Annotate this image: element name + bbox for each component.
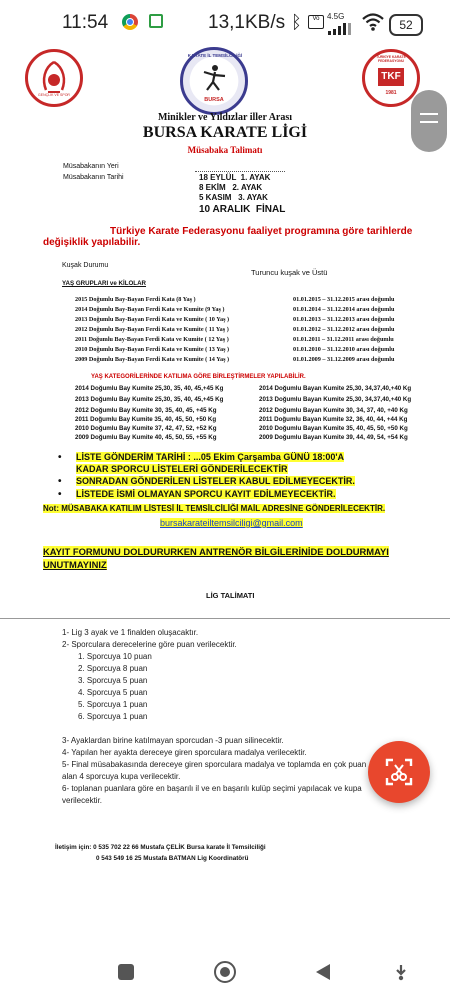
date-label: Müsabakanın Tarihi [63, 174, 124, 181]
weight-row-right: 2011 Doğumlu Bayan Kumite 32, 36, 40, 44, +44 Kg [259, 416, 408, 423]
age-row-left: 2009 Doğumlu Bay-Bayan Ferdi Kata ve Kumite ( 14 Yaş ) [75, 356, 230, 363]
weight-row-right: 2014 Doğumlu Bayan Kumite 25,30, 34,37,40,+40 Kg [259, 385, 412, 392]
federation-logo-year: 1981 [385, 90, 397, 96]
date-item: 18 EYLÜL 1. AYAK [199, 173, 271, 182]
form-warning-line2: UNUTMAYINIZ [43, 559, 107, 570]
late-list-notice-wrap [76, 476, 355, 486]
battery-indicator: 52 [389, 14, 423, 36]
league-item-4: 4- Yapılan her ayakta dereceye giren sporculara madalya verilecektir. [62, 748, 307, 757]
list-deadline-line2: KADAR SPORCU LİSTELERİ GÖNDERİLECEKTİR [76, 464, 288, 474]
contact-line1: İletişim için: 0 535 702 22 66 Mustafa ÇELİK Bursa karate İl Temsilciliği [55, 844, 266, 851]
date-item: 5 KASIM 3. AYAK [199, 193, 268, 202]
bullet-dot: • [58, 452, 62, 463]
form-warning-wrap [43, 546, 389, 557]
weight-row-left: 2009 Doğumlu Bay Kumite 40, 45, 50, 55, +55 Kg [75, 434, 217, 441]
league-item-1: 1- Lig 3 ayak ve 1 finalden oluşacaktır. [62, 628, 199, 637]
notification-icon [149, 14, 163, 28]
bullet-dot: • [58, 489, 62, 500]
doc-subtitle: Minikler ve Yıldızlar iller Arası [157, 112, 293, 123]
contact-line2: 0 543 549 16 25 Mustafa BATMAN Lig Koordinatörü [96, 855, 249, 862]
bluetooth-icon: ᛒ [291, 12, 302, 32]
age-row-right: 01.01.2015 – 31.12.2015 arası doğumlu [293, 296, 395, 303]
points-item: 3. Sporcuya 5 puan [78, 676, 148, 685]
points-item: 6. Sporcuya 1 puan [78, 712, 148, 721]
doc-subtitle2: Müsabaka Talimatı [187, 145, 263, 155]
league-item-3: 3- Ayaklardan birine katılmayan sporcudan -3 puan silinecektir. [62, 736, 284, 745]
weight-row-left: 2010 Doğumlu Bay Kumite 37, 42, 47, 52, +52 Kg [75, 425, 217, 432]
unlisted-notice: LİSTEDE İSMİ OLMAYAN SPORCU KAYIT EDİLMEYECEKTİR. [76, 489, 336, 499]
bullet-dot: • [58, 476, 62, 487]
weight-row-left: 2014 Doğumlu Bay Kumite 25,30, 35, 40, 45,+45 Kg [75, 385, 224, 392]
list-deadline [76, 452, 344, 462]
signal-label: 4.5G [327, 12, 345, 21]
age-row-left: 2010 Doğumlu Bay-Bayan Ferdi Kata ve Kumite ( 13 Yaş ) [75, 346, 230, 353]
age-row-right: 01.01.2009 – 31.12.2009 arası doğumlu [293, 356, 395, 363]
age-row-right: 01.01.2010 – 31.12.2010 arası doğumlu [293, 346, 395, 353]
age-row-left: 2015 Doğumlu Bay-Bayan Ferdi Kata (8 Yaş ) [75, 296, 196, 303]
form-warning-wrap2 [43, 559, 107, 570]
karate-logo-sub: BURSA [204, 97, 224, 103]
doc-title: BURSA KARATE LİGİ [142, 124, 308, 141]
notice-line1: Türkiye Karate Federasyonu faaliyet programına göre tarihlerde [110, 226, 413, 237]
weight-row-left: 2012 Doğumlu Bay Kumite 30, 35, 40, 45, +45 Kg [75, 407, 217, 414]
status-time: 11:54 [62, 12, 109, 33]
list-deadline-line1: LİSTE GÖNDERİM TARİHİ : ...05 Ekim Çarşamba GÜNÜ 18:00'A [76, 452, 345, 462]
age-row-left: 2011 Doğumlu Bay-Bayan Ferdi Kata ve Kumite ( 12 Yaş ) [75, 336, 229, 343]
league-item-6a: 6- toplanan puanlara göre en başarılı il ve en başarılı kulüp seçimi yapılacak ve kupa [62, 784, 362, 793]
notification-pull-icon[interactable] [394, 963, 408, 981]
weight-row-right: 2009 Doğumlu Bayan Kumite 39, 44, 49, 54, +54 Kg [259, 434, 408, 441]
home-button[interactable] [214, 961, 236, 983]
volte-icon: Vo [308, 15, 324, 29]
list-deadline-line2-wrap [76, 464, 288, 474]
place-underline [195, 171, 285, 172]
page-separator [0, 618, 450, 619]
age-row-right: 01.01.2011 – 31.12.2011 arası doğumlu [293, 336, 394, 343]
form-warning-line1: KAYIT FORMUNU DOLDURURKEN ANTRENÖR BİLGİLERİNİDE DOLDURMAYI [43, 546, 389, 557]
league-item-2: 2- Sporculara derecelerine göre puan verilecektir. [62, 640, 237, 649]
mail-note-wrap [43, 504, 385, 513]
weights-heading: YAŞ KATEGORİLERİNDE KATILIMA GÖRE BİRLEŞTİRMELER YAPILABİLİR. [91, 374, 306, 380]
league-item-6b: verilecektir. [62, 796, 103, 805]
age-row-right: 01.01.2013 – 31.12.2013 arası doğumlu [293, 316, 395, 323]
weight-row-right: 2010 Doğumlu Bayan Kumite 35, 40, 45, 50, +50 Kg [259, 425, 408, 432]
league-item-5b: alan 4 sporcuya kupa verilecektir. [62, 772, 181, 781]
age-groups-heading: YAŞ GRUPLARI ve KİLOLAR [62, 280, 147, 287]
federation-logo [362, 49, 420, 107]
chrome-icon [122, 14, 138, 30]
crop-fab[interactable] [368, 741, 430, 803]
place-label: Müsabakanın Yeri [63, 163, 119, 170]
ministry-logo-text: GENÇLİK VE SPOR [38, 93, 70, 97]
network-speed: 13,1KB/s [208, 12, 286, 33]
back-button[interactable] [314, 962, 332, 982]
ministry-logo [25, 49, 83, 107]
email-link[interactable]: bursakarateiltemsilciligi@gmail.com [160, 518, 303, 528]
wifi-icon [362, 13, 384, 36]
signal-icon [328, 22, 356, 40]
date-item: 10 ARALIK FİNAL [199, 204, 286, 215]
age-row-right: 01.01.2012 – 31.12.2012 arası doğumlu [293, 326, 395, 333]
email-wrap [160, 518, 303, 528]
age-row-left: 2014 Doğumlu Bay-Bayan Ferdi Kata ve Kumite (9 Yaş ) [75, 306, 225, 313]
date-item: 8 EKİM 2. AYAK [199, 183, 263, 192]
belt-label: Kuşak Durumu [62, 262, 109, 269]
points-item: 2. Sporcuya 8 puan [78, 664, 148, 673]
age-row-right: 01.01.2014 – 31.12.2014 arası doğumlu [293, 306, 395, 313]
karate-logo-text: KARATE İL TEMSİLCİLİĞİ [187, 53, 243, 58]
points-item: 4. Sporcuya 5 puan [78, 688, 148, 697]
scroll-handle[interactable] [411, 90, 447, 152]
federation-logo-badge: TKF [378, 68, 404, 86]
age-row-left: 2013 Doğumlu Bay-Bayan Ferdi Kata ve Kumite ( 10 Yaş ) [75, 316, 230, 323]
menu-icon [420, 113, 438, 115]
mail-note: Not: MÜSABAKA KATILIM LİSTESİ İL TEMSİLCİLİĞİ MAİL ADRESİNE GÖNDERİLECEKTİR. [43, 504, 386, 513]
league-heading: LİG TALİMATI [206, 591, 255, 600]
weight-row-left: 2011 Doğumlu Bay Kumite 35, 40, 45, 50, +50 Kg [75, 416, 217, 423]
late-list-notice: SONRADAN GÖNDERİLEN LİSTELER KABUL EDİLMEYECEKTİR. [76, 476, 355, 486]
points-item: 5. Sporcuya 1 puan [78, 700, 148, 709]
points-item: 1. Sporcuya 10 puan [78, 652, 152, 661]
age-row-left: 2012 Doğumlu Bay-Bayan Ferdi Kata ve Kumite ( 11 Yaş ) [75, 326, 229, 333]
unlisted-notice-wrap [76, 489, 336, 499]
screenshot-crop-icon [384, 757, 414, 787]
karate-temsilcilik-logo [180, 47, 248, 115]
league-item-5a: 5- Final müsabakasında dereceye giren sporculara madalya ve toplamda en çok puan [62, 760, 367, 769]
navigation-bar [0, 940, 450, 1000]
recent-apps-button[interactable] [118, 964, 134, 980]
weight-row-right: 2012 Doğumlu Bayan Kumite 30, 34, 37, 40, +40 Kg [259, 407, 408, 414]
federation-logo-text: TÜRKİYE KARATE FEDERASYONU [376, 55, 406, 63]
belt-value: Turuncu kuşak ve Üstü [251, 268, 328, 277]
weight-row-left: 2013 Doğumlu Bay Kumite 25,30, 35, 40, 45,+45 Kg [75, 396, 224, 403]
notice-line2: değişiklik yapılabilir. [43, 237, 141, 248]
document-page [0, 40, 450, 940]
weight-row-right: 2013 Doğumlu Bayan Kumite 25,30, 34,37,40,+40 Kg [259, 396, 412, 403]
